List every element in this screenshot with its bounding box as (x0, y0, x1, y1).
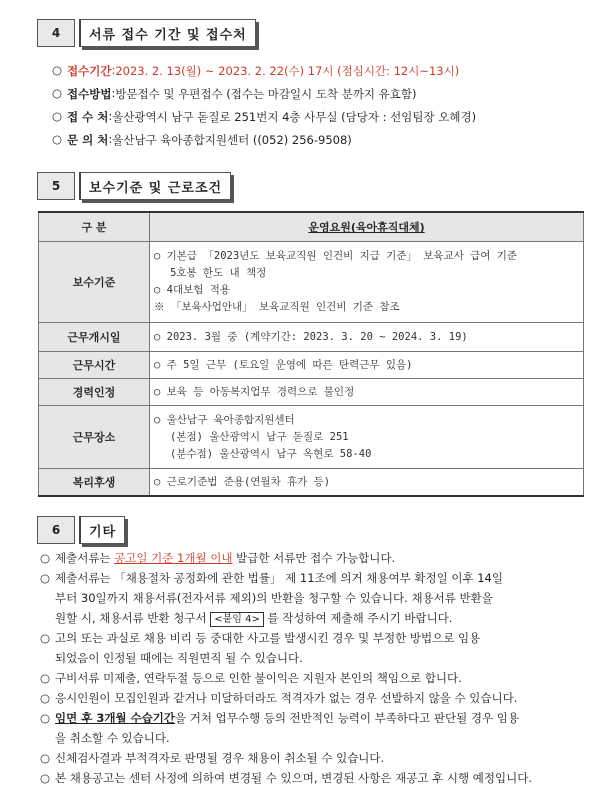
table-header-row (39, 212, 584, 242)
table-row: 경력인정 ○ 보육 등 아동복지업무 경력으로 불인정 (39, 379, 584, 406)
row-value: 2023. 2. 13(월) ~ 2023. 2. 22(수) 17시 (점심시간: 12시~13시) (115, 64, 460, 78)
section-5-header (37, 172, 231, 200)
section-title: 기타 (79, 516, 125, 544)
section-4-header (37, 19, 256, 47)
row-label: 문 의 처 (67, 133, 109, 147)
header-value: 운영요원(육아휴직대체) (150, 212, 584, 242)
table-row: 근무개시일 ○ 2023. 3월 중 (계약기간: 2023. 3. 20 ~ 2024. 3. 19) (39, 323, 584, 352)
list-item: ○ 응시인원이 모집인원과 같거나 미달하더라도 적격자가 없는 경우 선발하지 않을 수 있습니다. (40, 691, 518, 705)
notes-list: ○ 제출서류는 공고일 기준 1개월 이내 발급한 서류만 접수 가능합니다. ○ 제출서류는 「채용절차 공정화에 관한 법률」 제 11조에 의거 채용여부 확정일 이후 14일 부터 30일까지 채용서류(전자서류 제외)의 반환을 청구할 수 있습니다. 채용서류 반환을 원할 시, 채용서류 반환 청구서 <붙임 4> 를 작성하여 제출해 주시기 바랍니다. ○ 고의 또는 과실로 채용 비리 등 중대한 사고를 발생시킨 경우 및 부정한 방법으로 임용 되었음이 인정될 때에는 직원면직 될 수 있습니다. ○ 구비서류 미제출, 연락두절 등으로 인한 불이익은 지원자 본인의 책임으로 합니다. ○ 응시인원이 모집인원과 같거나 미달하더라도 적격자가 없는 경우 선발하지 않을 수 있습니다. ○ 임면 후 3개월 수습기간을 거쳐 업무수행 등의 전반적인 능력이 부족하다고 판단될 경우 임용 을 취소할 수 있습니다. ○ 신체검사결과 부적격자로 판명될 경우 채용이 취소될 수 있습니다. ○ 본 채용공고는 센터 사정에 의하여 변경될 수 있으며, 변경된 사항은 재공고 후 시행 예정입니다. (40, 548, 592, 788)
list-item: ○ 고의 또는 과실로 채용 비리 등 중대한 사고를 발생시킨 경우 및 부정한 방법으로 임용 (40, 631, 481, 645)
table-row: 근무시간 ○ 주 5일 근무 (토요일 운영에 따른 탄력근무 있음) (39, 352, 584, 379)
row-value: 방문접수 및 우편접수 (접수는 마감일시 도착 분까지 유효함) (115, 87, 417, 101)
list-item: ○ 구비서류 미제출, 연락두절 등으로 인한 불이익은 지원자 본인의 책임으로 합니다. (40, 671, 462, 685)
receipt-period-row: ○ 접수기간 : 2023. 2. 13(월) ~ 2023. 2. 22(수) 17시 (점심시간: 12시~13시) (52, 63, 460, 78)
table-row: 보수기준 ○ 기본급 「2023년도 보육교직원 인건비 지급 기준」 보육교사 급여 기준 5호봉 한도 내 책정 ○ 4대보험 적용 ※ 「보육사업안내」 보육교직원 인건비 기준 참조 (39, 242, 584, 323)
row-value: 울산광역시 남구 돋질로 251번지 4층 사무실 (담당자 : 선임팀장 오혜경) (112, 110, 477, 124)
row-value: 울산남구 육아종합지원센터 ((052) 256-9508) (112, 133, 352, 147)
table-row: 근무장소 ○ 울산남구 육아종합지원센터 (본점) 울산광역시 남구 돋질로 251 (분수점) 울산광역시 남구 옥현로 58-40 (39, 406, 584, 469)
section-number: 6 (37, 516, 75, 544)
section-title: 보수기준 및 근로조건 (79, 172, 231, 200)
row-label: 접수기간 (67, 64, 112, 78)
receipt-place-row: ○ 접 수 처 : 울산광역시 남구 돋질로 251번지 4층 사무실 (담당자 : 선임팀장 오혜경) (52, 109, 477, 124)
section-number: 5 (37, 172, 75, 200)
list-item: ○ 임면 후 3개월 수습기간을 거쳐 업무수행 등의 전반적인 능력이 부족하다고 판단될 경우 임용 (40, 711, 519, 725)
table-row: 복리후생 ○ 근로기준법 준용(연월차 휴가 등) (39, 469, 584, 497)
list-item: ○ 신체검사결과 부적격자로 판명될 경우 채용이 취소될 수 있습니다. (40, 751, 385, 765)
section-6-header (37, 516, 125, 544)
section-number: 4 (37, 19, 75, 47)
list-item: ○ 제출서류는 공고일 기준 1개월 이내 발급한 서류만 접수 가능합니다. (40, 551, 396, 565)
conditions-table (38, 211, 584, 497)
list-item: ○ 제출서류는 「채용절차 공정화에 관한 법률」 제 11조에 의거 채용여부 확정일 이후 14일 (40, 571, 503, 585)
list-item: ○ 본 채용공고는 센터 사정에 의하여 변경될 수 있으며, 변경된 사항은 재공고 후 시행 예정입니다. (40, 771, 532, 785)
row-label: 접수방법 (67, 87, 112, 101)
row-label: 접 수 처 (67, 110, 109, 124)
receipt-method-row: ○ 접수방법 : 방문접수 및 우편접수 (접수는 마감일시 도착 분까지 유효함) (52, 86, 417, 101)
contact-row: ○ 문 의 처 : 울산남구 육아종합지원센터 ((052) 256-9508) (52, 132, 352, 147)
section-title: 서류 접수 기간 및 접수처 (79, 19, 256, 47)
header-key: 구 분 (39, 212, 150, 242)
attachment-badge: <붙임 4> (210, 612, 264, 627)
